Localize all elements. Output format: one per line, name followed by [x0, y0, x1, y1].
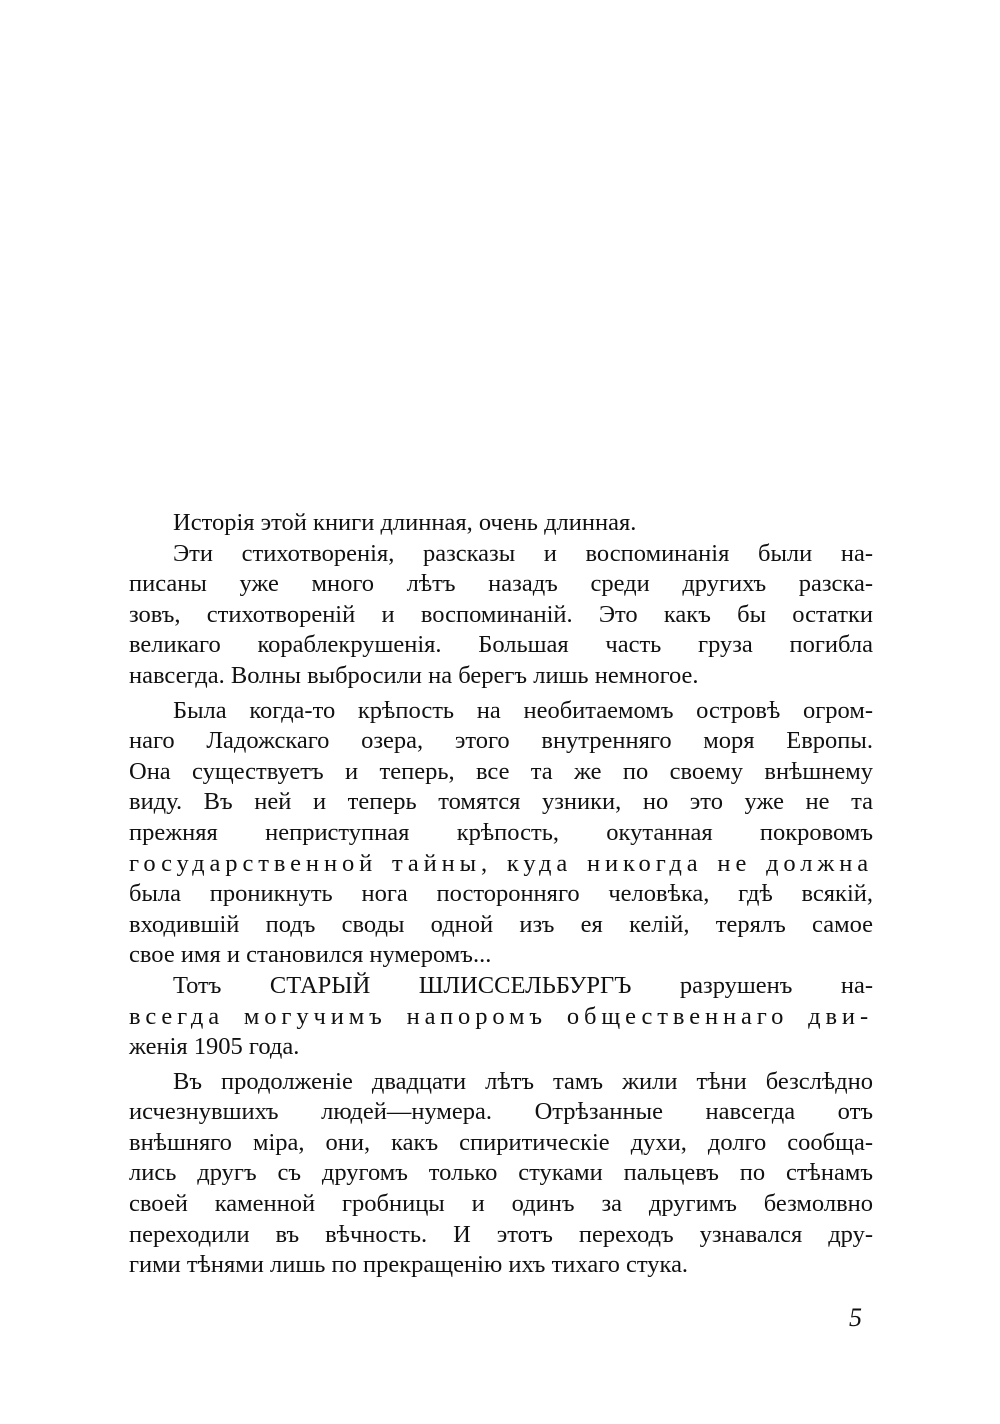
text-line: навсегда. Волны выбросили на берегъ лишь немногое.	[129, 661, 699, 689]
text-line: наго Ладожскаго озера, этого внутренняго моря Европы.	[129, 727, 873, 755]
text-line: исчезнувшихъ людей—нумера. Отрѣзанные навсегда отъ	[129, 1098, 873, 1126]
text-line: Тотъ СТАРЫЙ ШЛИССЕЛЬБУРГЪ разрушенъ на-	[173, 971, 873, 999]
text-line: Исторія этой книги длинная, очень длинная.	[173, 509, 637, 536]
text-line: прежняя неприступная крѣпость, окутанная покровомъ	[129, 818, 873, 846]
text-line: писаны уже много лѣтъ назадъ среди другихъ разска-	[129, 570, 873, 598]
text-line: всегда могучимъ напоромъ общественнаго дви-	[129, 1002, 873, 1030]
text-line: внѣшняго міра, они, какъ спиритическіе духи, долго сообща-	[129, 1128, 873, 1156]
text-line: Она существуетъ и теперь, все та же по своему внѣшнему	[129, 757, 873, 785]
text-line: переходили въ вѣчность. И этотъ переходъ узнавался дру-	[129, 1220, 873, 1248]
text-line: великаго кораблекрушенія. Большая часть груза погибла	[129, 631, 873, 659]
text-line: своей каменной гробницы и одинъ за другимъ безмолвно	[129, 1190, 873, 1218]
text-line: была проникнуть нога посторонняго человѣка, гдѣ всякій,	[129, 880, 873, 908]
text-line: женія 1905 года.	[129, 1033, 300, 1061]
text-line: входившій подъ своды одной изъ ея келій, терялъ самое	[129, 910, 873, 938]
text-line: виду. Въ ней и теперь томятся узники, но это уже не та	[129, 788, 873, 816]
page-number: 5	[849, 1303, 862, 1332]
text-line: лись другъ съ другомъ только стуками пальцевъ по стѣнамъ	[129, 1159, 873, 1187]
text-line: Въ продолженіе двадцати лѣтъ тамъ жили тѣни безслѣдно	[173, 1067, 873, 1095]
text-line: Была когда-то крѣпость на необитаемомъ островѣ огром-	[173, 696, 873, 724]
text-line: государственной тайны, куда никогда не должна	[129, 849, 873, 877]
text-line: зовъ, стихотвореній и воспоминаній. Это какъ бы остатки	[129, 600, 873, 628]
book-page-text	[129, 508, 873, 1281]
text-line: Эти стихотворенія, разсказы и воспоминанія были на-	[173, 539, 873, 567]
text-line: свое имя и становился нумеромъ...	[129, 941, 492, 969]
text-line: гими тѣнями лишь по прекращенію ихъ тихаго стука.	[129, 1251, 689, 1279]
